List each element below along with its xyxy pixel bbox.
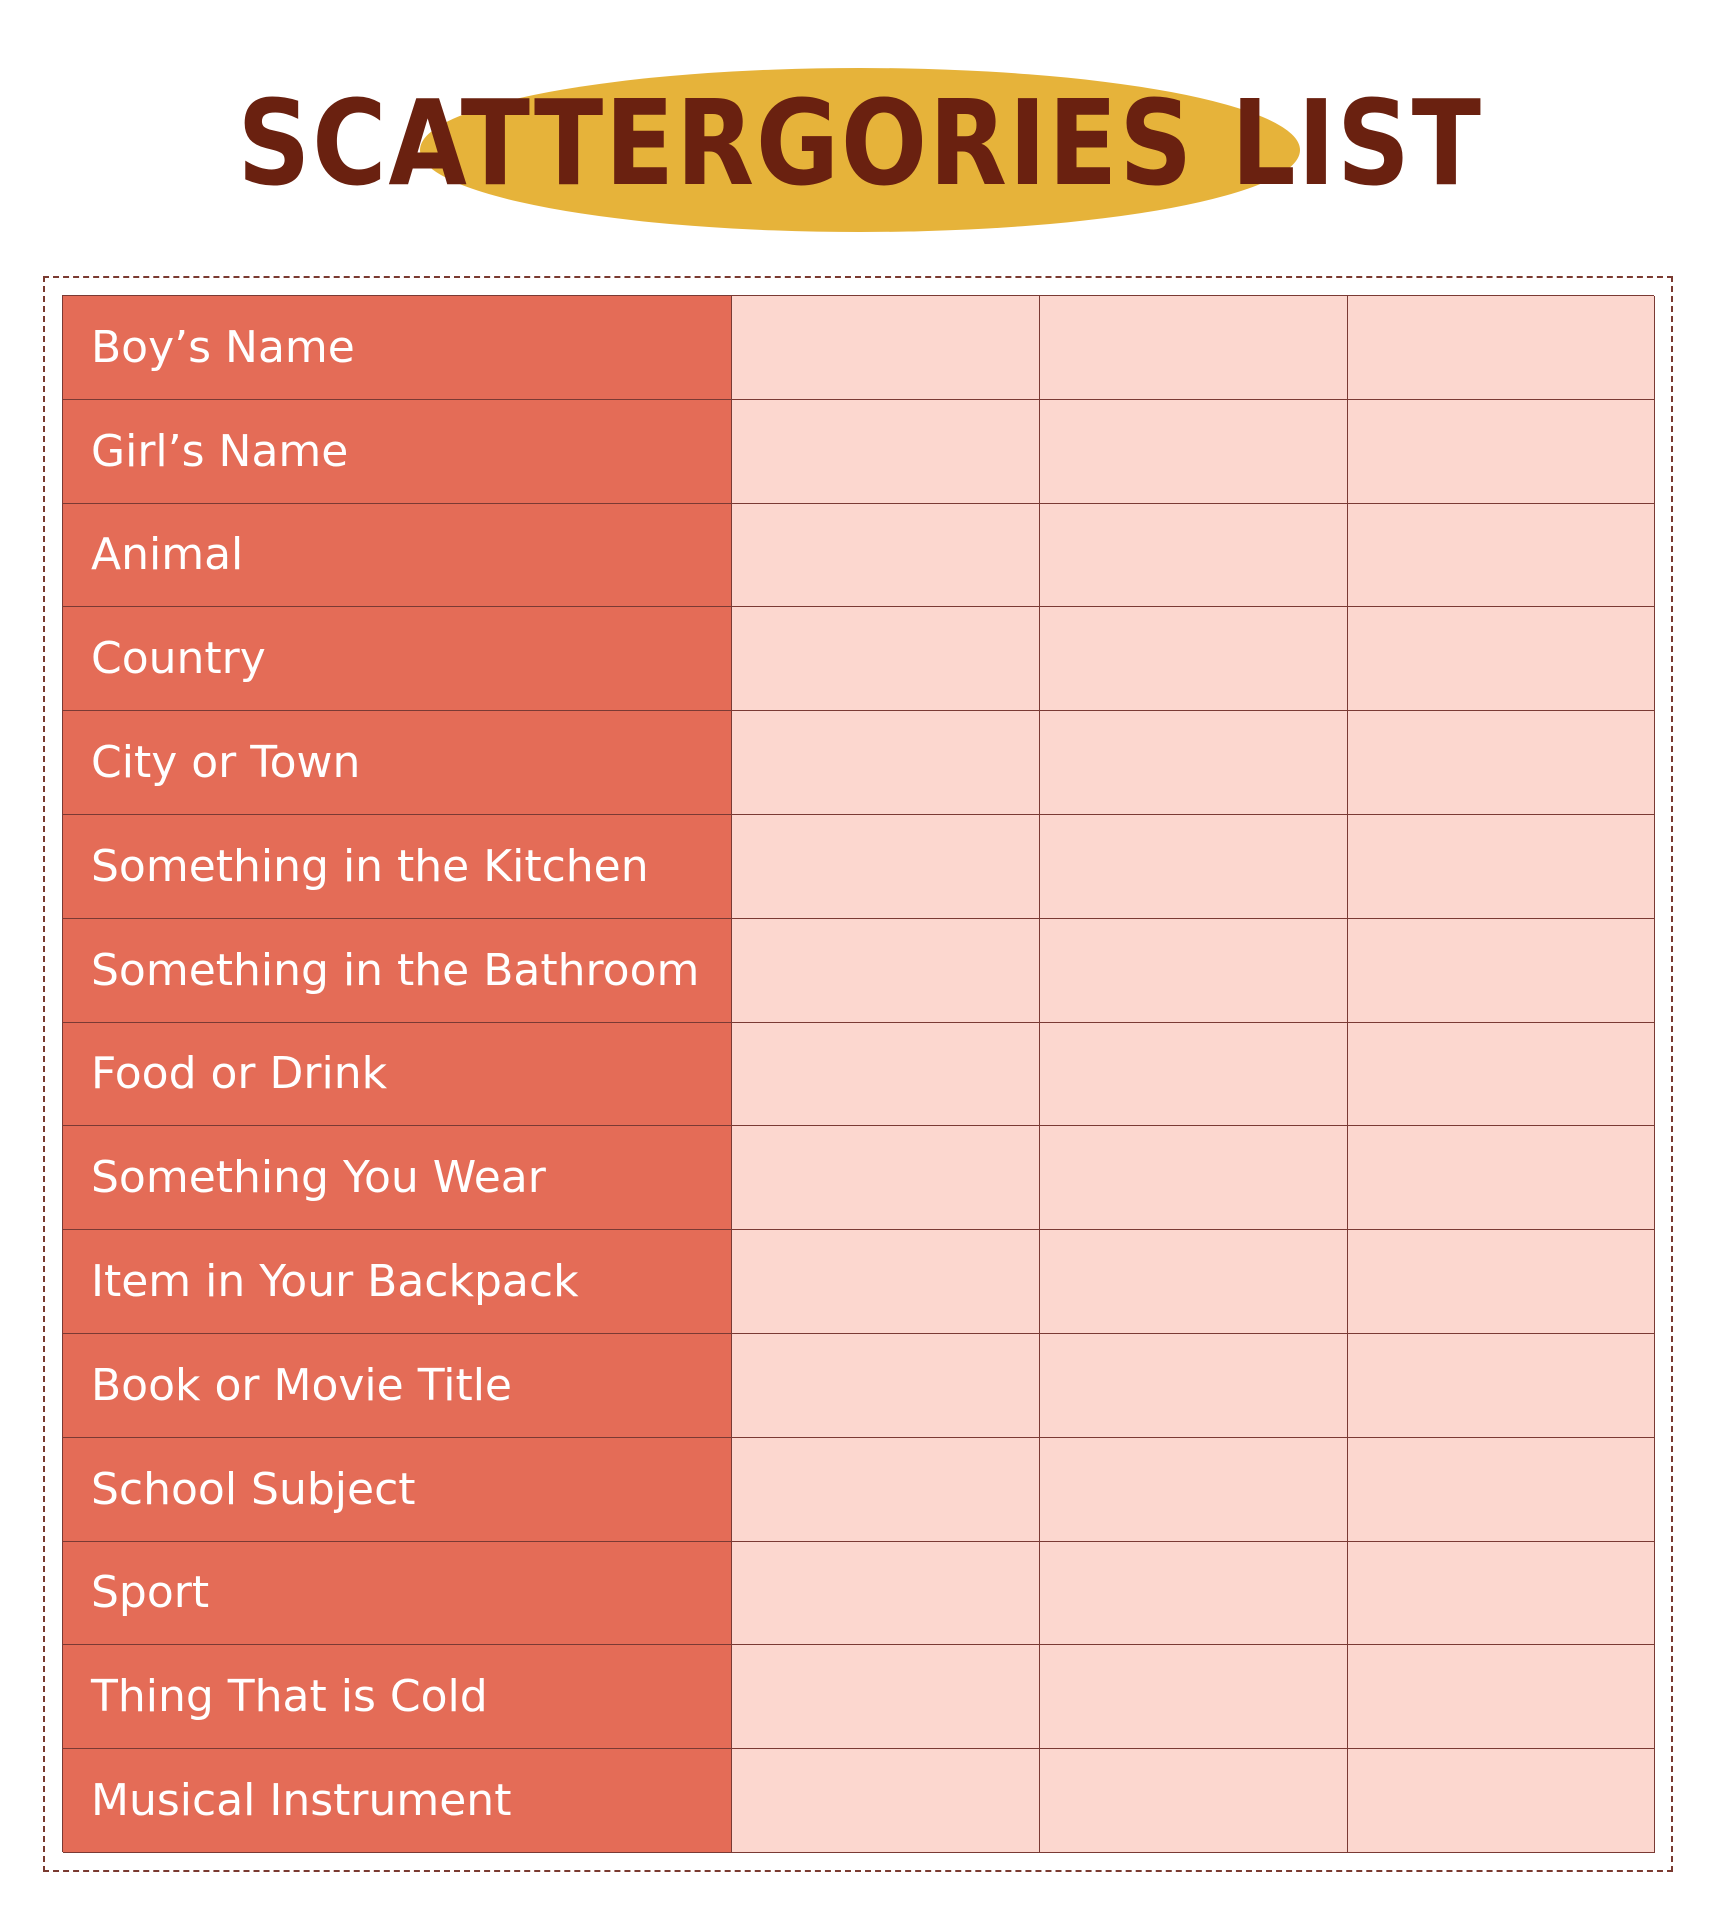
- answer-cell[interactable]: [1348, 1230, 1655, 1334]
- answer-cell[interactable]: [732, 296, 1040, 400]
- category-label: Musical Instrument: [63, 1749, 732, 1853]
- category-label: Thing That is Cold: [63, 1645, 732, 1749]
- answer-cell[interactable]: [732, 1023, 1040, 1127]
- answer-cell[interactable]: [732, 607, 1040, 711]
- category-label: Something in the Kitchen: [63, 815, 732, 919]
- answer-cell[interactable]: [732, 400, 1040, 504]
- answer-cell[interactable]: [732, 504, 1040, 608]
- category-label: Something in the Bathroom: [63, 919, 732, 1023]
- answer-cell[interactable]: [1040, 1438, 1348, 1542]
- category-label: Sport: [63, 1542, 732, 1646]
- answer-cell[interactable]: [1348, 400, 1655, 504]
- answer-cell[interactable]: [1348, 815, 1655, 919]
- answer-cell[interactable]: [1040, 1126, 1348, 1230]
- answer-cell[interactable]: [1040, 815, 1348, 919]
- answer-cell[interactable]: [1348, 1542, 1655, 1646]
- answer-cell[interactable]: [1040, 504, 1348, 608]
- category-label: City or Town: [63, 711, 732, 815]
- answer-cell[interactable]: [1348, 1749, 1655, 1853]
- category-label: Item in Your Backpack: [63, 1230, 732, 1334]
- category-table: [62, 295, 1654, 1852]
- category-label: School Subject: [63, 1438, 732, 1542]
- answer-cell[interactable]: [1348, 1645, 1655, 1749]
- category-label: Country: [63, 607, 732, 711]
- answer-cell[interactable]: [1040, 1334, 1348, 1438]
- category-label: Animal: [63, 504, 732, 608]
- answer-cell[interactable]: [1348, 607, 1655, 711]
- answer-cell[interactable]: [1348, 296, 1655, 400]
- category-label: Book or Movie Title: [63, 1334, 732, 1438]
- answer-cell[interactable]: [732, 1334, 1040, 1438]
- answer-cell[interactable]: [732, 815, 1040, 919]
- answer-cell[interactable]: [1040, 1749, 1348, 1853]
- answer-cell[interactable]: [1040, 296, 1348, 400]
- answer-cell[interactable]: [1040, 1023, 1348, 1127]
- page-title: SCATTERGORIES LIST: [237, 74, 1483, 212]
- title-banner: [0, 62, 1720, 242]
- answer-cell[interactable]: [732, 1749, 1040, 1853]
- answer-cell[interactable]: [732, 919, 1040, 1023]
- answer-cell[interactable]: [1348, 1334, 1655, 1438]
- answer-cell[interactable]: [1040, 711, 1348, 815]
- answer-cell[interactable]: [1040, 1645, 1348, 1749]
- answer-cell[interactable]: [1348, 1438, 1655, 1542]
- answer-cell[interactable]: [1348, 711, 1655, 815]
- answer-cell[interactable]: [732, 711, 1040, 815]
- answer-cell[interactable]: [732, 1542, 1040, 1646]
- answer-cell[interactable]: [732, 1126, 1040, 1230]
- category-label: Girl’s Name: [63, 400, 732, 504]
- answer-cell[interactable]: [732, 1230, 1040, 1334]
- answer-cell[interactable]: [1040, 1542, 1348, 1646]
- category-label: Boy’s Name: [63, 296, 732, 400]
- answer-cell[interactable]: [1040, 919, 1348, 1023]
- answer-cell[interactable]: [1348, 1023, 1655, 1127]
- category-label: Food or Drink: [63, 1023, 732, 1127]
- answer-cell[interactable]: [732, 1438, 1040, 1542]
- answer-cell[interactable]: [1348, 1126, 1655, 1230]
- answer-cell[interactable]: [1040, 400, 1348, 504]
- answer-cell[interactable]: [1040, 1230, 1348, 1334]
- answer-cell[interactable]: [1348, 919, 1655, 1023]
- answer-cell[interactable]: [1040, 607, 1348, 711]
- answer-cell[interactable]: [1348, 504, 1655, 608]
- answer-cell[interactable]: [732, 1645, 1040, 1749]
- category-label: Something You Wear: [63, 1126, 732, 1230]
